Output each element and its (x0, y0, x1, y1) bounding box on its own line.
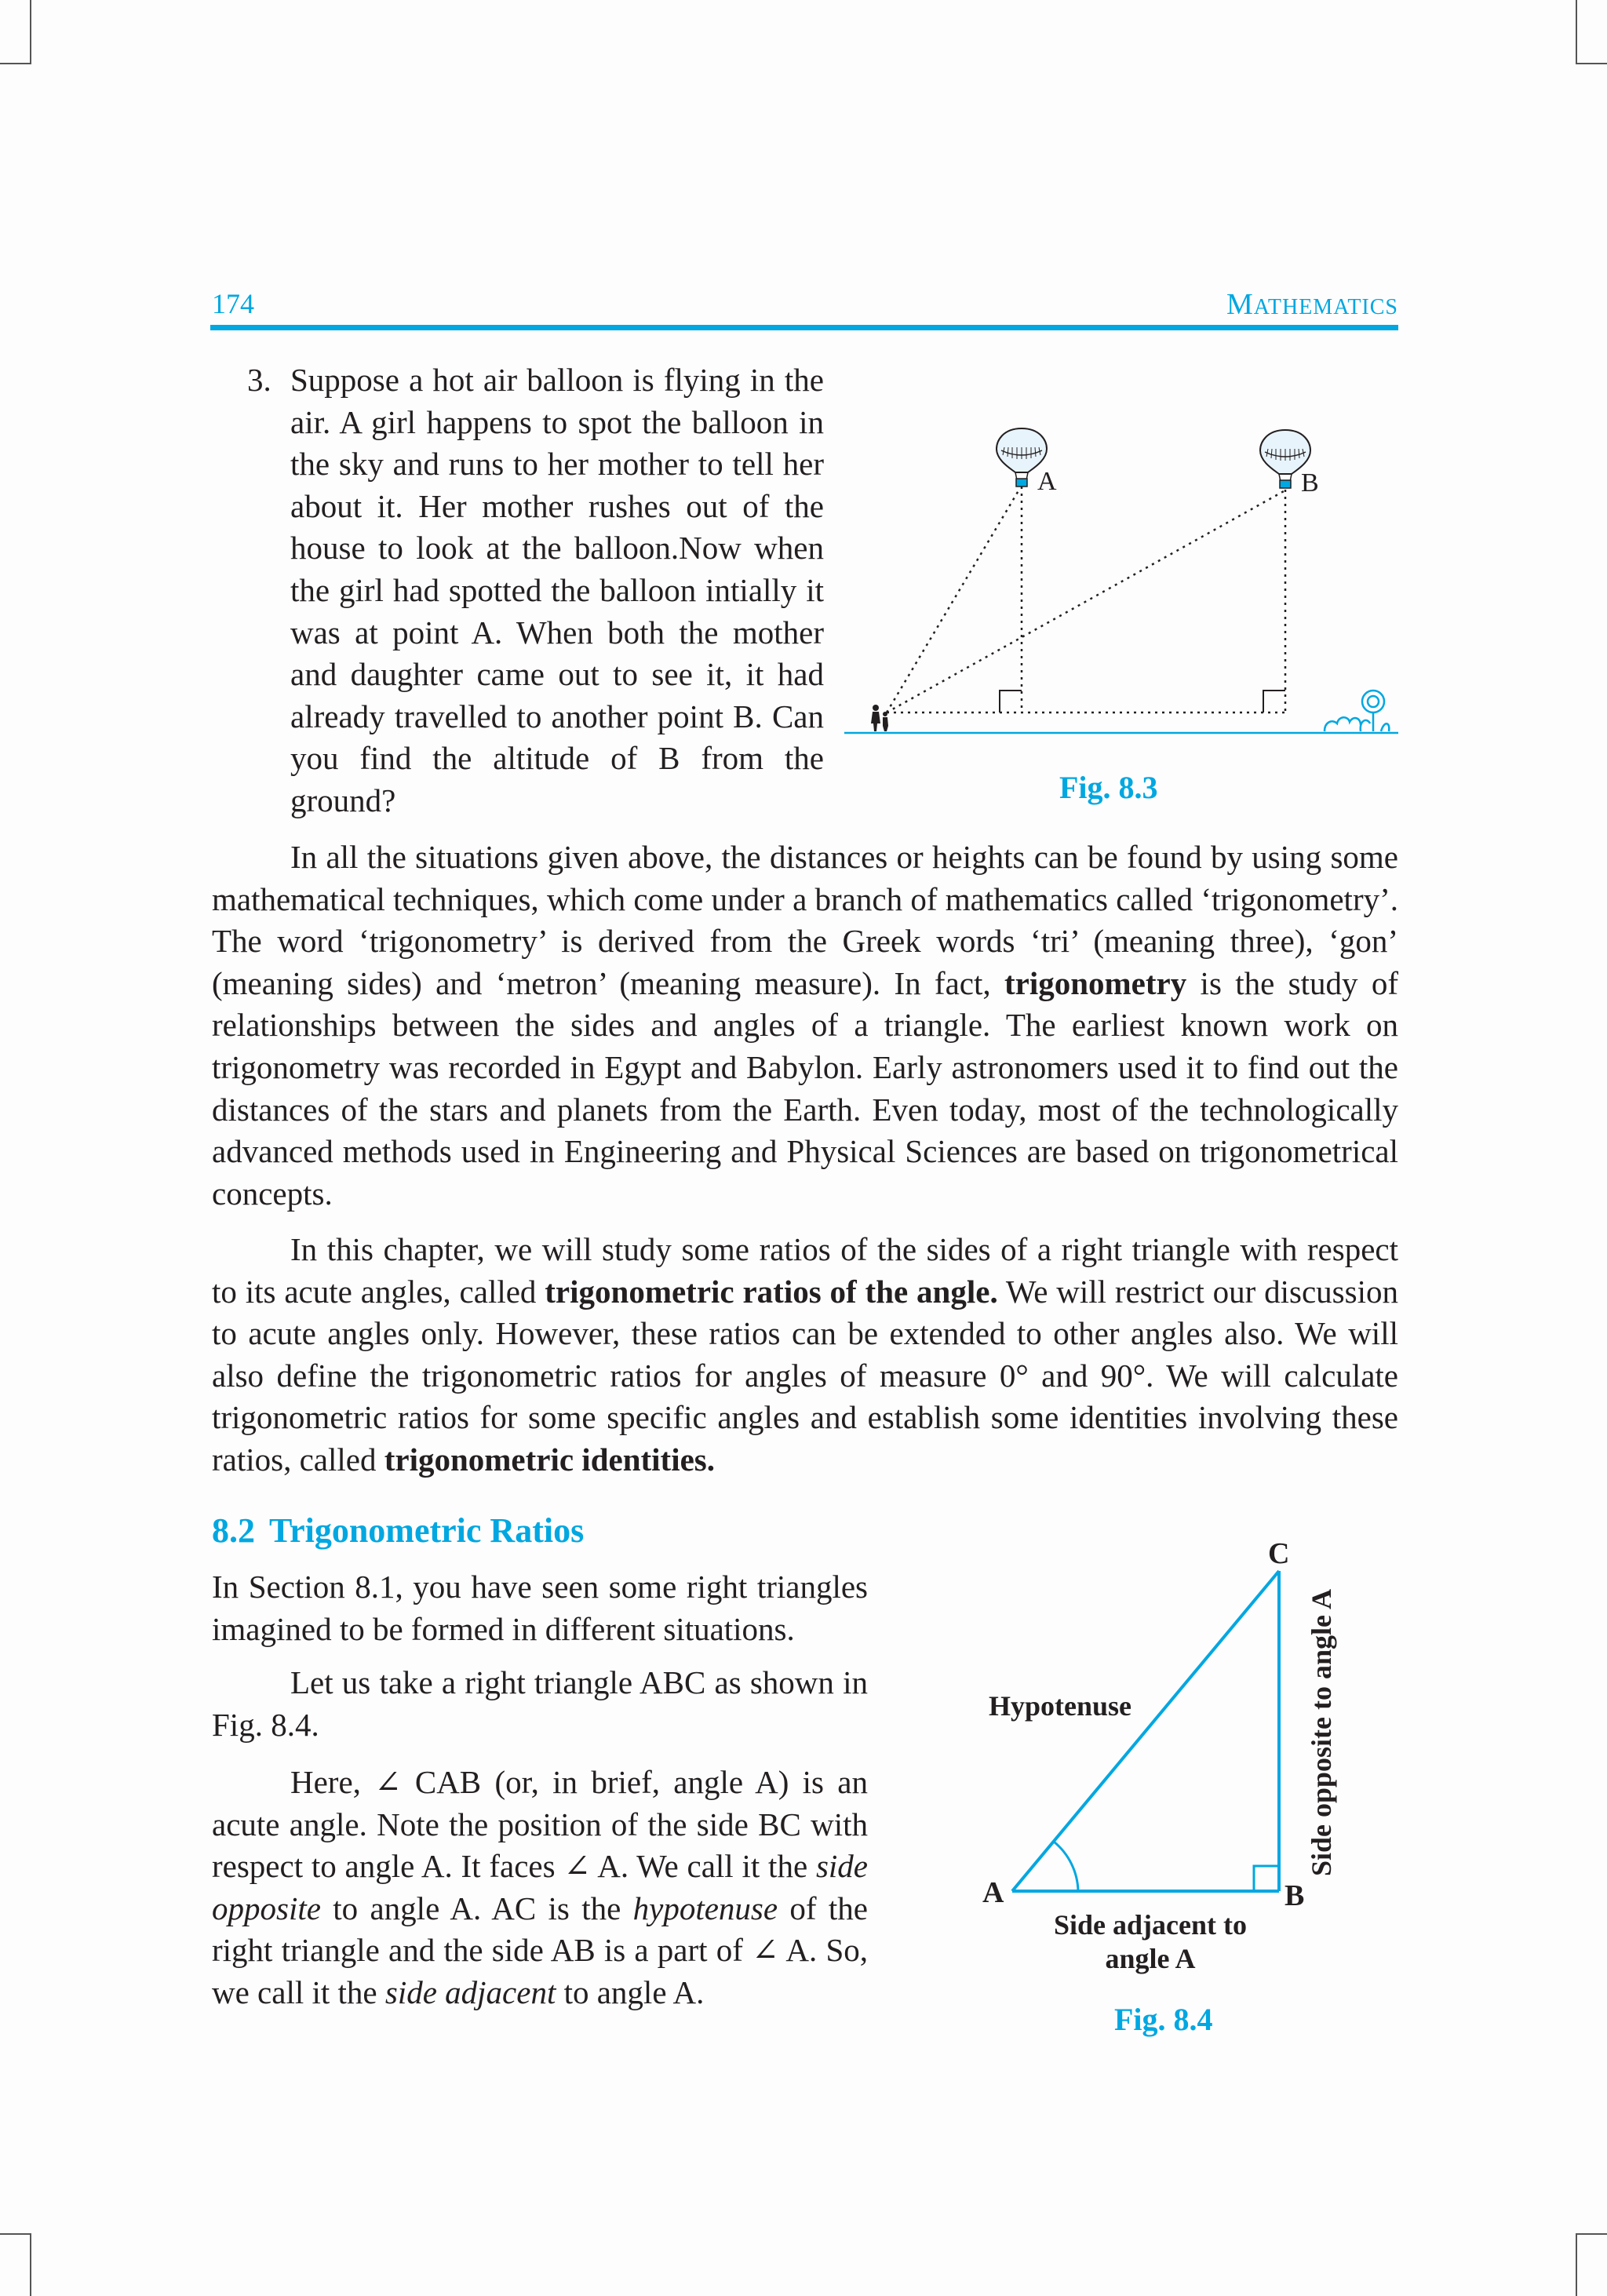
figure-8-4 (973, 1530, 1397, 1974)
paragraph-text: is the study of relationships between the sides and angles of a triangle. The earliest known work on trigonometry was recorded in Egypt and Babylon. Early astronomers used it to find out the distances of the stars and planets from the Earth. Even today, most of the technologically advanced methods used in Engineering and Physical Sciences are based on trigonometrical concepts. (212, 964, 1399, 1212)
crop-mark (1576, 2233, 1577, 2296)
point-a-label: A (1037, 467, 1057, 496)
running-title (1226, 287, 1398, 322)
right-angle-mark-a (1000, 691, 1022, 712)
section-number: 8.2 (212, 1511, 255, 1550)
paragraph-text: In this chapter, we will study some ratios of the sides of a right triangle with respect to its acute angles, called (212, 1231, 1398, 1310)
paragraph-section-ref: In Section 8.1, you have seen some right triangles imagined to be formed in different situations. (212, 1569, 868, 1647)
crop-mark (1576, 0, 1577, 64)
paragraph-text: to angle A. (556, 1973, 705, 2010)
sight-line-b (887, 491, 1284, 712)
crop-mark (1576, 63, 1607, 64)
crop-mark (0, 63, 31, 64)
people-icon (871, 705, 888, 731)
hypotenuse-label: Hypotenuse (989, 1690, 1132, 1722)
figure-8-3 (840, 424, 1405, 745)
paragraph-text: Here, ∠ CAB (or, in brief, angle A) is an acute angle. Note the position of the side BC with respect to angle A. It faces ∠ A. We call it the (212, 1764, 868, 1885)
section-heading (212, 1511, 584, 1551)
vertex-c-label: C (1268, 1537, 1290, 1570)
right-angle-mark-b (1263, 691, 1285, 712)
adjacent-label-line2: angle A (1105, 1943, 1196, 1974)
crop-mark (30, 0, 31, 64)
paragraph-triangle-abc: Let us take a right triangle ABC as shown in Fig. 8.4. (212, 1664, 868, 1743)
paragraph-chapter-overview (212, 1229, 1398, 1481)
paragraph-text: We will restrict our discussion to acute angles only. However, these ratios can be extended to other angles also. We will also define the trigonometric ratios for angles of measure 0° and 90°. We will calculate trigonometric ratios for some specific angles and establish some identities involving these ratios, called (212, 1273, 1398, 1478)
header-rule (210, 325, 1398, 330)
page-number: 174 (212, 288, 254, 319)
adjacent-label-line1: Side adjacent to (1054, 1909, 1247, 1941)
opposite-label: Side opposite to angle A (1306, 1588, 1337, 1877)
section-title: Trigonometric Ratios (269, 1511, 585, 1550)
running-title-rest: ATHEMATICS (1253, 295, 1398, 319)
figure-8-3-caption: Fig. 8.3 (1059, 770, 1158, 805)
paragraph-trigonometry-intro (212, 836, 1398, 1215)
figure-8-4-caption: Fig. 8.4 (1114, 2002, 1213, 2037)
bold-term: trigonometric ratios of the angle. (545, 1273, 998, 1310)
paragraph-text: of the right triangle and the side AB is a part of ∠ A. So, we call it the (212, 1890, 868, 2010)
crop-mark (1576, 2233, 1607, 2235)
italic-term: side opposite (212, 1848, 868, 1926)
italic-term: hypotenuse (632, 1890, 778, 1926)
right-angle-mark (1254, 1866, 1279, 1891)
trees-icon (1325, 691, 1389, 731)
bold-term: trigonometry (1004, 964, 1187, 1001)
crop-mark (30, 2233, 31, 2296)
paragraph-text: to angle A. AC is the (320, 1890, 633, 1926)
sight-line-a (887, 488, 1020, 712)
running-title-initial: M (1226, 288, 1254, 321)
paragraph-text: In all the situations given above, the distances or heights can be found by using some mathematical techniques, which come under a branch of mathematics called ‘trigonometry’. The word ‘trigonometry’ is derived from the Greek words ‘tri’ (meaning three), ‘gon’ (meaning sides) and ‘metron’ (meaning measure). In fact, (212, 839, 1398, 1001)
hypotenuse-side (1012, 1571, 1279, 1891)
vertex-a-label: A (982, 1876, 1004, 1909)
problem-number: 3. (247, 362, 271, 398)
bold-term: trigonometric identities. (384, 1441, 715, 1478)
paragraph-angle-a (212, 1762, 868, 2014)
point-b-label: B (1301, 468, 1319, 497)
italic-term: side adjacent (384, 1973, 556, 2010)
angle-a-arc (1054, 1842, 1078, 1891)
problem-text: Suppose a hot air balloon is flying in the air. A girl happens to spot the balloon in the sky and runs to her mother to tell her about it. Her mother rushes out of the house to look at the balloon.Now when the girl had spotted the balloon intially it was at point A. When both the mother and daughter came out to see it, it had already travelled to another point B. Can you find the altitude of B from the ground? (290, 362, 824, 818)
crop-mark (0, 2233, 31, 2235)
vertex-b-label: B (1285, 1879, 1305, 1912)
